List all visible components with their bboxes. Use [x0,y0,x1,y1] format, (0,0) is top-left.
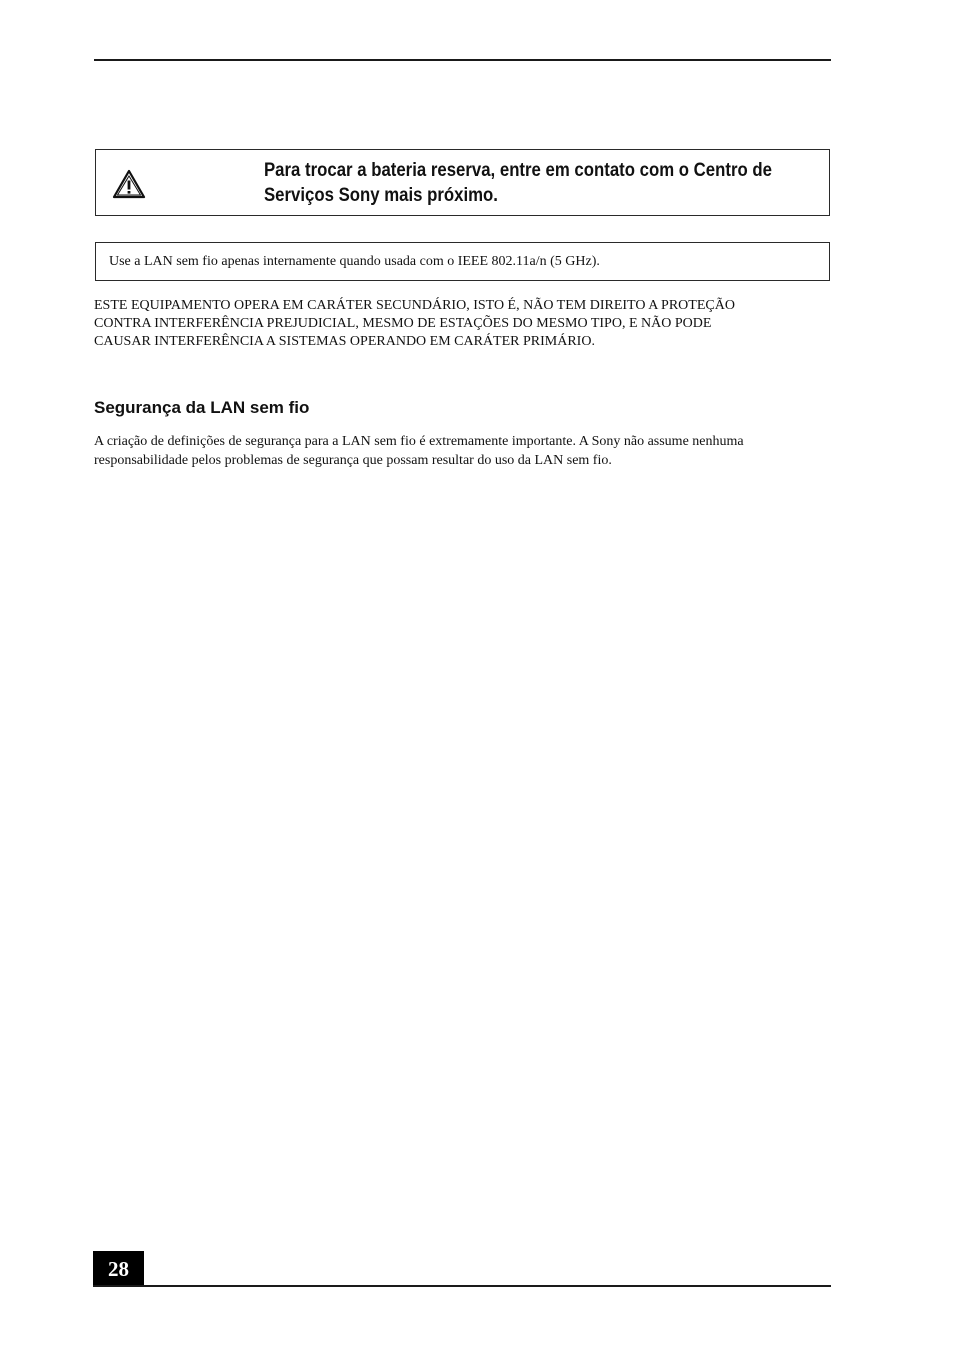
footer-rule [93,1285,831,1287]
notice-line: ESTE EQUIPAMENTO OPERA EM CARÁTER SECUNDÁRIO, ISTO É, NÃO TEM DIREITO A PROTEÇÃO [94,298,735,313]
paragraph-line: responsabilidade pelos problemas de segurança que possam resultar do uso da LAN sem fio. [94,452,612,468]
warning-triangle-icon [112,169,146,199]
section-heading: Segurança da LAN sem fio [94,398,310,417]
notice-line: CONTRA INTERFERÊNCIA PREJUDICIAL, MESMO DE ESTAÇÕES DO MESMO TIPO, E NÃO PODE [94,316,712,331]
warning-line: Para trocar a bateria reserva, entre em contato com o Centro de [264,159,772,181]
warning-line: Serviços Sony mais próximo. [264,184,498,206]
header-rule [94,59,831,61]
note-box [95,242,830,281]
warning-text [264,158,772,208]
page-number: 28 [93,1251,144,1287]
section-paragraph [94,433,834,470]
warning-box [95,149,830,216]
note-text: Use a LAN sem fio apenas internamente quando usada com o IEEE 802.11a/n (5 GHz). [109,254,600,269]
paragraph-line: A criação de definições de segurança para a LAN sem fio é extremamente importante. A Sony não assume nenhuma [94,434,744,449]
notice-line: CAUSAR INTERFERÊNCIA A SISTEMAS OPERANDO EM CARÁTER PRIMÁRIO. [94,334,595,349]
regulatory-notice [94,297,834,351]
